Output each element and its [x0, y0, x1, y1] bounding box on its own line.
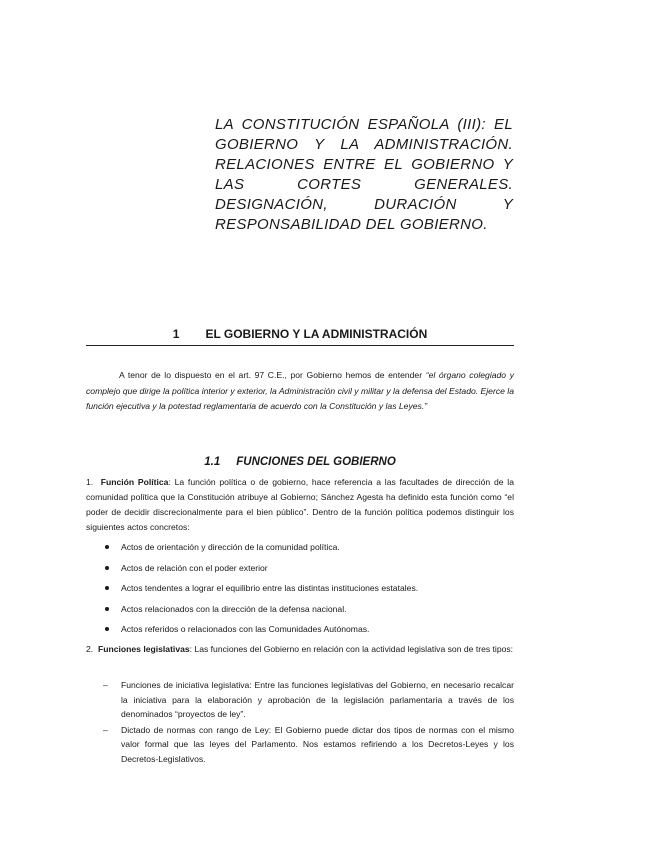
bullet-icon: [105, 545, 109, 549]
section-heading: [86, 326, 514, 346]
intro-paragraph: [86, 368, 514, 415]
bullet-icon: [105, 586, 109, 590]
item-text: : Las funciones del Gobierno en relación con la actividad legislativa son de tres tipos:: [189, 644, 514, 654]
bullet-list: [86, 540, 514, 643]
list-item: Actos de relación con el poder exterior: [86, 561, 514, 582]
intro-text: A tenor de lo dispuesto en el art. 97 C.E., por Gobierno hemos de entender: [119, 370, 426, 380]
item-text: : La función política o de gobierno, hace referencia a las facultades de dirección de la comunidad política que la Constitución atribuye al Gobierno; Sánchez Agesta ha definido esta función como “el poder de decidir discrecionalmente para el bien público”. Dentro de la función política podemos distinguir los siguientes actos concretos:: [86, 477, 514, 532]
list-item: Actos de orientación y dirección de la comunidad política.: [86, 540, 514, 561]
dash-icon: –: [103, 724, 108, 735]
subsection-number: 1.1: [204, 456, 221, 468]
section-title: EL GOBIERNO Y LA ADMINISTRACIÓN: [205, 327, 428, 341]
list-item: – Funciones de iniciativa legislativa: Entre las funciones legislativas del Gobierno, en necesario recalcar la iniciativa para la elaboración y aprobación de la legislación parlamentaria a través de los denominados “proyectos de ley”.: [103, 680, 514, 719]
item-legislativas: [86, 642, 514, 657]
list-item: Actos relacionados con la dirección de la defensa nacional.: [86, 602, 514, 623]
item-label: Función Política: [100, 477, 169, 487]
bullet-icon: [105, 566, 109, 570]
section-number: 1: [172, 327, 180, 341]
bullet-icon: [105, 627, 109, 631]
list-item: Actos referidos o relacionados con las Comunidades Autónomas.: [86, 622, 514, 643]
item-label: Funciones legislativas: [97, 644, 190, 654]
subsection-heading: [86, 454, 514, 470]
dash-icon: –: [103, 680, 108, 690]
dash-list: [86, 678, 514, 767]
item-number: 1.: [86, 477, 94, 487]
item-politica: [86, 475, 514, 535]
item-number: 2.: [86, 644, 94, 654]
list-item: Actos tendentes a lograr el equilibrio entre las distintas instituciones estatales.: [86, 581, 514, 602]
subsection-title: FUNCIONES DEL GOBIERNO: [236, 456, 396, 468]
list-item: – Dictado de normas con rango de Ley: El Gobierno puede dictar dos tipos de normas con el mismo valor formal que las leyes del Parlamento. Nos estamos refiriendo a los Decretos-Leyes y los Decretos-Legislativos.: [103, 724, 514, 764]
intro-quote: “el órgano colegiado y complejo que dirige la política interior y exterior, la Administración civil y militar y la defensa del Estado. Ejerce la función ejecutiva y la potestad reglamentaria de acuerdo con la Constitución y las Leyes.”: [86, 370, 515, 411]
bullet-icon: [105, 607, 109, 611]
document-title: LA CONSTITUCIÓN ESPAÑOLA (III): EL GOBIERNO Y LA ADMINISTRACIÓN. RELACIONES ENTRE EL GOBIERNO Y LAS CORTES GENERALES. DESIGNACIÓN, DURACIÓN Y RESPONSABILIDAD DEL GOBIERNO.: [215, 116, 513, 233]
